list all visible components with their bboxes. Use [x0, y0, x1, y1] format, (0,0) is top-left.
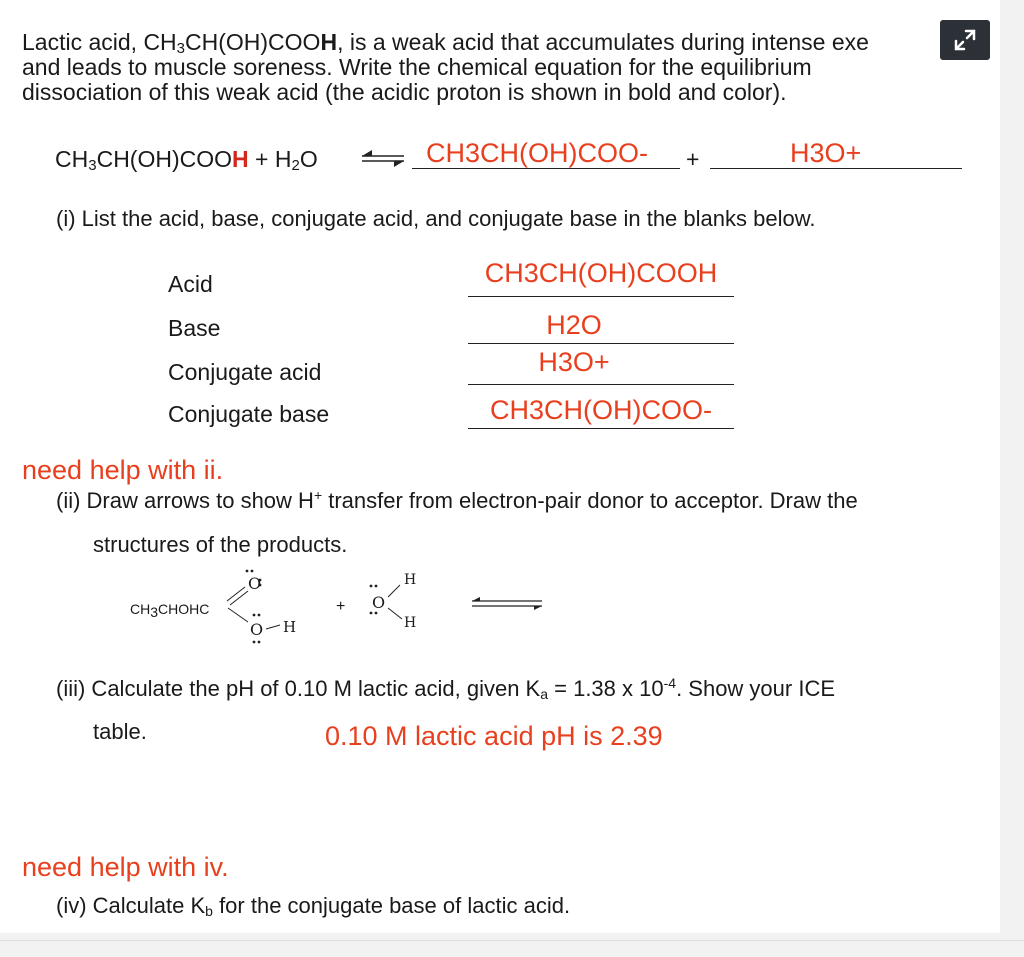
hydroxyl-hydrogen: H — [283, 618, 297, 636]
water-hydrogen-1: H — [404, 572, 417, 588]
intro-line-3: dissociation of this weak acid (the acidic proton is shown in bold and color). — [22, 79, 787, 105]
equilibrium-arrow-icon — [358, 148, 408, 168]
intro-line-2: and leads to muscle soreness. Write the chemical equation for the equilibrium — [22, 54, 812, 80]
structure-bonds — [120, 565, 580, 660]
structure-equilibrium-arrow-icon — [468, 596, 548, 612]
row-label-acid: Acid — [168, 271, 213, 297]
water-hydrogen-2: H — [404, 615, 417, 631]
dissociation-equation: $CH_3CH(OH)COOH + H_2O$ — [55, 146, 318, 174]
part-ii-prompt-line-2: structures of the products. — [93, 532, 348, 557]
part-i-prompt: (i) List the acid, base, conjugate acid, and conjugate base in the blanks below. — [56, 206, 816, 231]
carbonyl-oxygen: O — [248, 574, 262, 593]
blank-base[interactable] — [468, 343, 734, 344]
answer-conjugate-base: CH3CH(OH)COO- — [490, 395, 712, 425]
structure-plus: + — [336, 598, 346, 615]
part-iii-answer: 0.10 M lactic acid pH is 2.39 — [325, 721, 663, 751]
answer-acid: CH3CH(OH)COOH — [484, 258, 718, 288]
intro-line-1: Lactic acid, $CH_3CH(OH)COOH$, is a weak acid that accumulates during intense exe — [22, 29, 869, 57]
part-iv-prompt: (iv) Calculate Kb for the conjugate base of lactic acid. — [56, 893, 571, 919]
part-iii-prompt-line-2: table. — [93, 719, 147, 744]
answer-base: H2O — [546, 310, 602, 340]
product1-answer: CH3CH(OH)COO- — [426, 138, 648, 168]
row-label-conjugate-acid: Conjugate acid — [168, 359, 322, 385]
water-oxygen: O — [372, 593, 386, 612]
product2-answer: H3O+ — [790, 138, 862, 168]
answer-conjugate-acid: H3O+ — [538, 347, 610, 377]
expand-arrows-icon — [952, 27, 978, 53]
help-note-ii: need help with ii. — [22, 455, 224, 485]
blank-acid[interactable] — [468, 296, 734, 297]
blank-conjugate-acid[interactable] — [468, 384, 734, 385]
expand-button[interactable] — [940, 20, 990, 60]
hydroxyl-oxygen: O — [250, 620, 264, 639]
equation-plus: + — [686, 146, 700, 172]
help-note-iv: need help with iv. — [22, 852, 229, 882]
blank-conjugate-base[interactable] — [468, 428, 734, 429]
part-ii-prompt-line-1: (ii) Draw arrows to show H+ transfer from electron-pair donor to acceptor. Draw the — [56, 487, 858, 513]
acidic-proton: H — [232, 146, 249, 172]
row-label-base: Base — [168, 315, 221, 341]
page-divider — [0, 940, 1024, 941]
row-label-conjugate-base: Conjugate base — [168, 401, 330, 427]
part-iii-prompt-line-1: (iii) Calculate the pH of 0.10 M lactic acid, given Ka = 1.38 x $10^{-4}$. Show your ICE — [56, 675, 836, 702]
lactic-acid-group-label: CH3CHOHC — [130, 601, 210, 620]
intro-paragraph — [22, 30, 869, 105]
